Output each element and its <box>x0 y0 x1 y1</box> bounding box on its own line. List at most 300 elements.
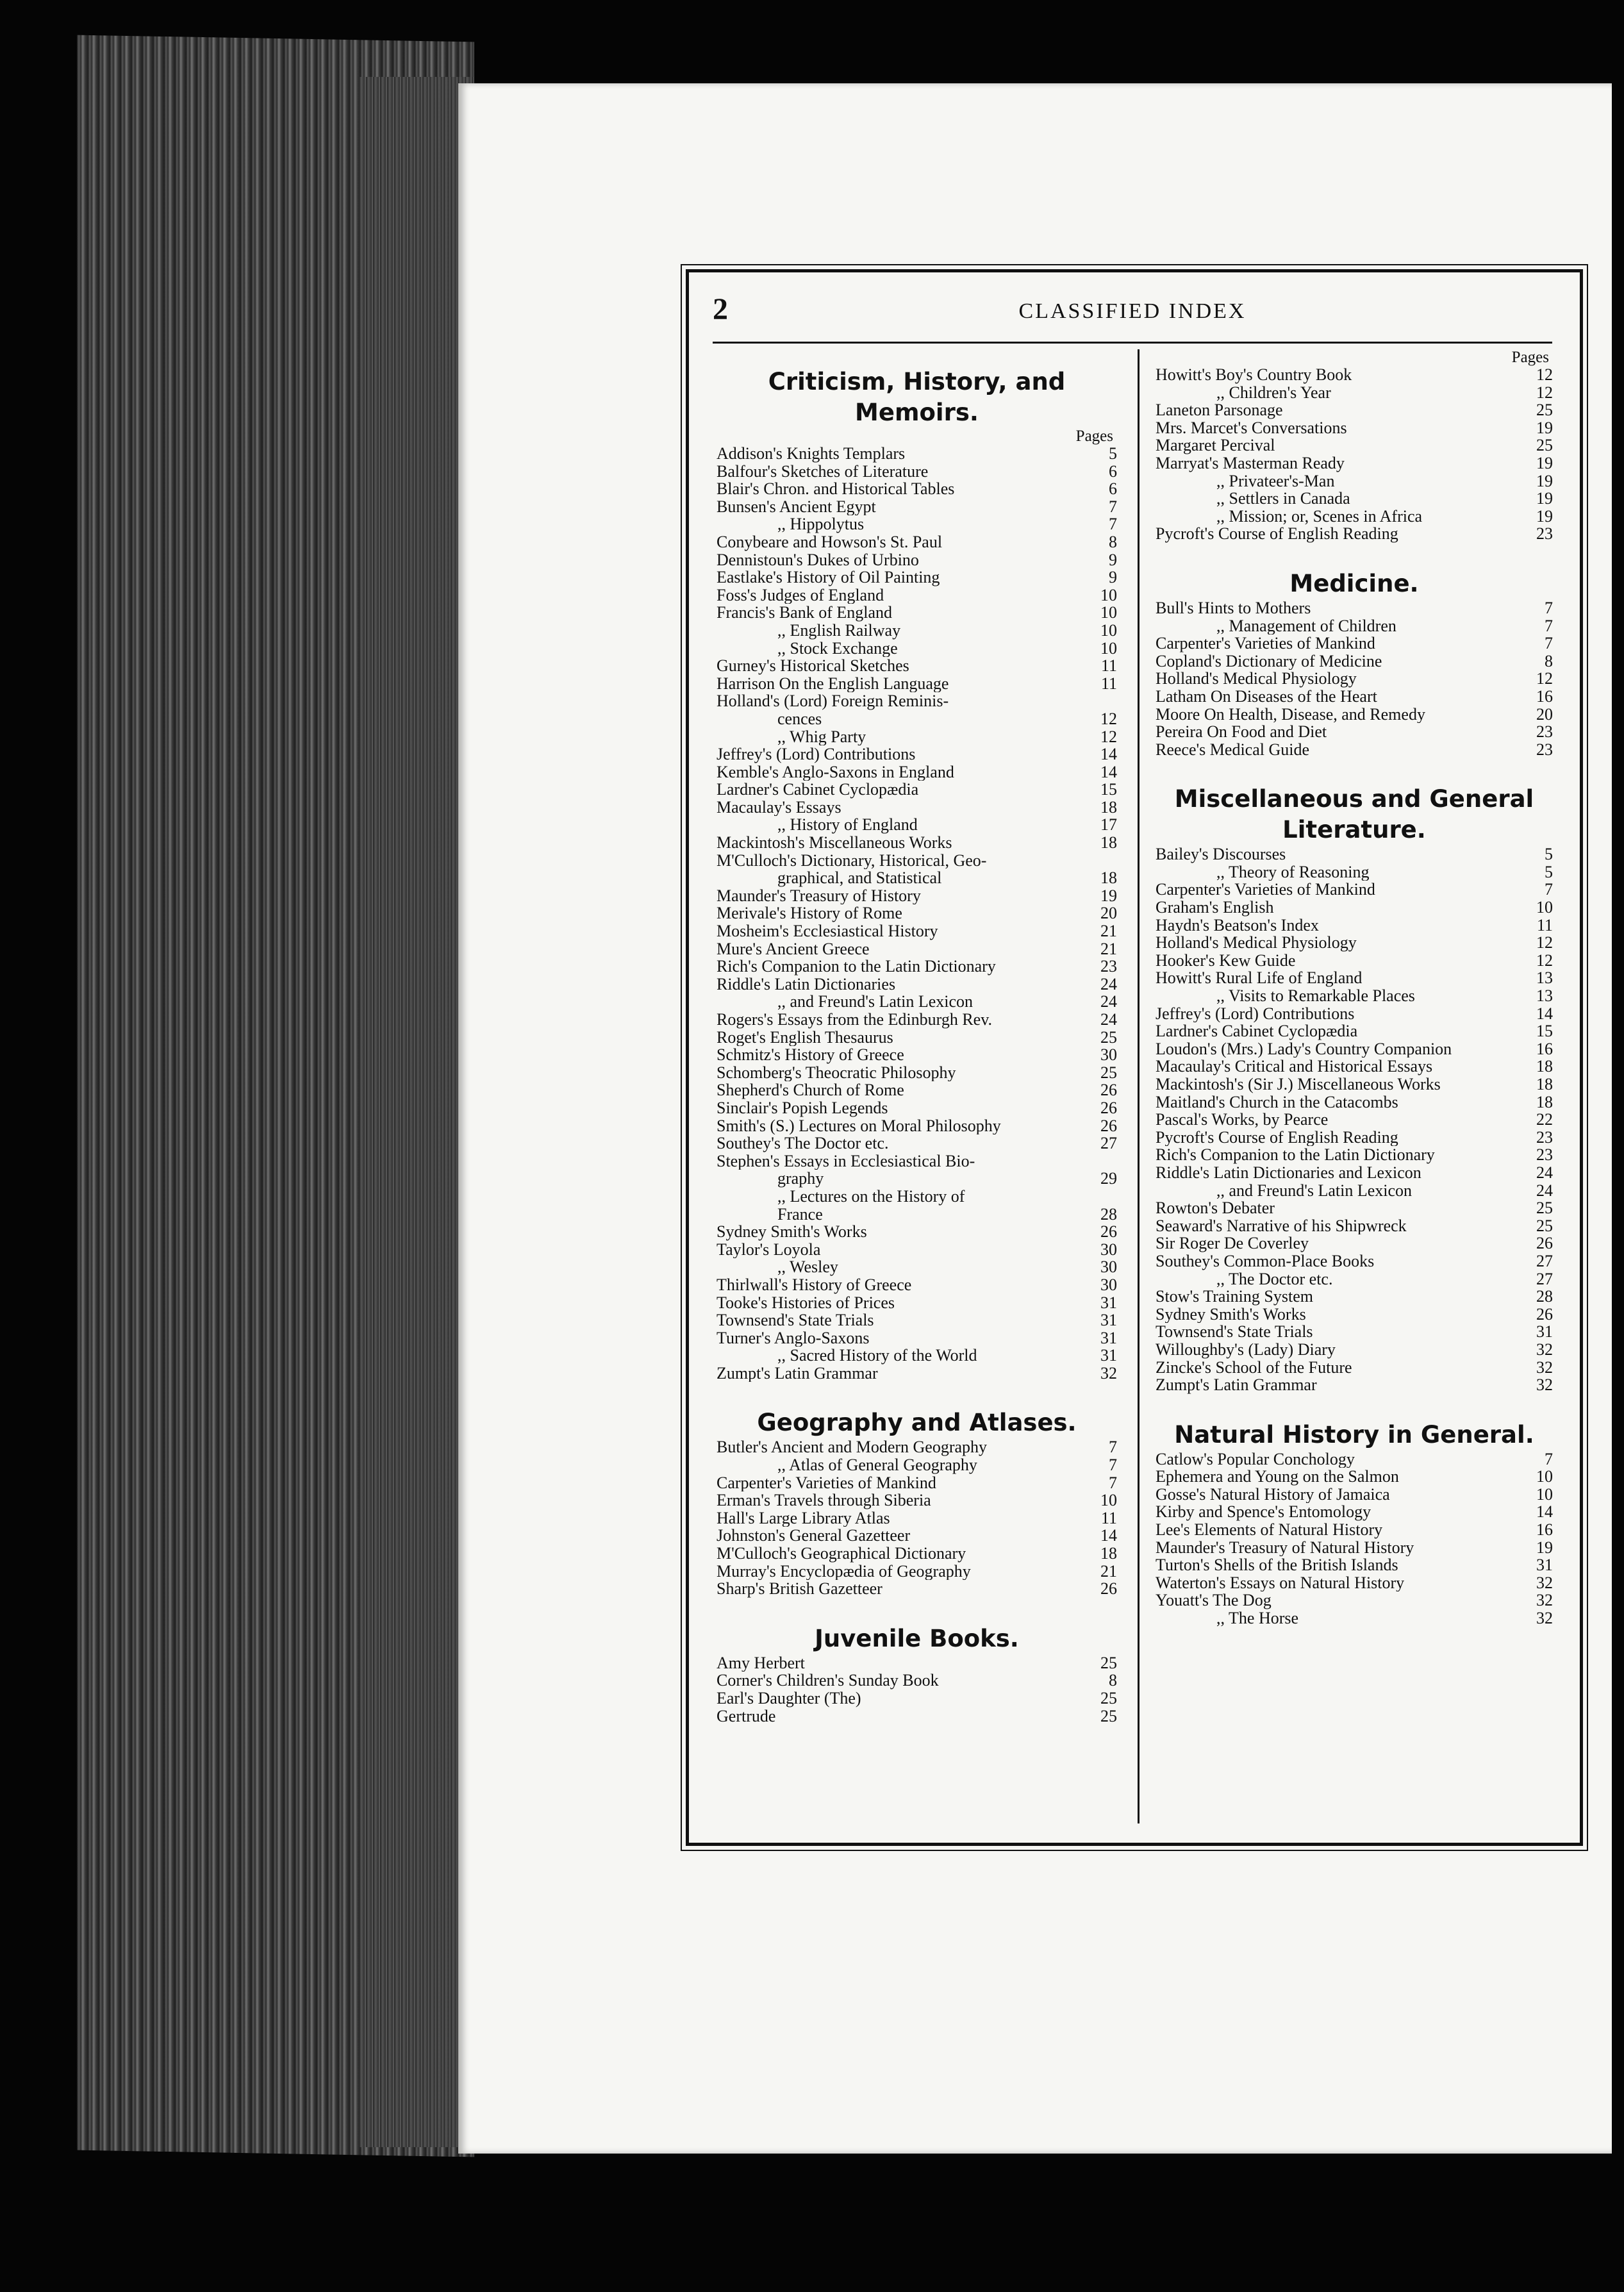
entry-title: Sharp's British Gazetteer <box>717 1580 882 1598</box>
entry-page: 12 <box>1536 669 1553 688</box>
entry-page: 11 <box>1100 1508 1117 1527</box>
page-number: 2 <box>713 292 728 326</box>
entry-page: 7 <box>1545 616 1553 635</box>
index-entry <box>1156 436 1553 454</box>
index-entry <box>717 1011 1117 1029</box>
index-entry <box>1156 1306 1553 1324</box>
entry-title: Rowton's Debater <box>1156 1199 1275 1217</box>
entry-page: 8 <box>1109 532 1117 551</box>
column-divider <box>1138 349 1139 1823</box>
index-entry <box>717 745 1117 763</box>
entry-title: ,, Settlers in Canada <box>1216 490 1350 508</box>
entry-title: ,, Whig Party <box>777 727 866 746</box>
entry-title: Townsend's State Trials <box>717 1311 874 1329</box>
index-entry <box>1156 1129 1553 1147</box>
entry-title: Kirby and Spence's Entomology <box>1156 1503 1371 1522</box>
index-entry <box>1156 987 1553 1005</box>
entry-title: Macaulay's Critical and Historical Essays <box>1156 1058 1433 1075</box>
entry-page: 9 <box>1109 568 1117 587</box>
entry-page: 30 <box>1100 1275 1117 1294</box>
index-entry <box>717 1438 1117 1456</box>
entry-page: 12 <box>1100 709 1117 728</box>
entry-title: Mrs. Marcet's Conversations <box>1156 419 1347 437</box>
index-entry <box>717 1046 1117 1064</box>
entry-page: 21 <box>1100 922 1117 941</box>
entry-page: 11 <box>1100 656 1117 676</box>
index-entry <box>1156 1252 1553 1270</box>
index-entry <box>717 799 1117 817</box>
entry-page: 18 <box>1536 1057 1553 1076</box>
entry-title: Bailey's Discourses <box>1156 845 1286 863</box>
index-entry <box>1156 1591 1553 1609</box>
entry-page: 26 <box>1100 1081 1117 1100</box>
entry-title: Willoughby's (Lady) Diary <box>1156 1340 1336 1359</box>
index-entry <box>1156 1341 1553 1359</box>
entry-title: ,, English Railway <box>777 621 901 640</box>
index-entry <box>717 1029 1117 1047</box>
index-entry <box>1156 1539 1553 1557</box>
entry-page: 14 <box>1100 745 1117 764</box>
entry-title: cences <box>777 710 822 728</box>
entry-title: Rich's Companion to the Latin Dictionary <box>717 958 996 976</box>
entry-page: 14 <box>1536 1502 1553 1522</box>
entry-title: Butler's Ancient and Modern Geography <box>717 1438 988 1457</box>
entry-page: 24 <box>1536 1163 1553 1182</box>
index-entry <box>717 1241 1117 1259</box>
entry-title: Riddle's Latin Dictionaries <box>717 975 896 993</box>
entry-page: 26 <box>1100 1579 1117 1599</box>
section-gap <box>1156 758 1553 784</box>
entry-title: Stow's Training System <box>1156 1288 1313 1306</box>
entry-page: 19 <box>1536 1538 1553 1557</box>
entry-title: Harrison On the English Language <box>717 674 949 693</box>
entry-title: Francis's Bank of England <box>717 604 893 622</box>
entry-page: 32 <box>1536 1591 1553 1610</box>
index-entry <box>717 781 1117 799</box>
entry-title: ,, Children's Year <box>1216 383 1331 402</box>
entry-title: Townsend's State Trials <box>1156 1323 1313 1341</box>
entry-page: 22 <box>1536 1110 1553 1129</box>
index-entry <box>1156 1468 1553 1486</box>
page-title: CLASSIFIED INDEX <box>1018 299 1247 323</box>
entry-page: 25 <box>1536 401 1553 420</box>
index-entry <box>1156 917 1553 934</box>
entry-title: Gosse's Natural History of Jamaica <box>1156 1485 1390 1504</box>
entry-title: ,, History of England <box>777 816 918 835</box>
entry-page: 24 <box>1100 1010 1117 1029</box>
index-entry <box>1156 1022 1553 1040</box>
entry-page: 31 <box>1100 1311 1117 1330</box>
entry-page: 8 <box>1109 1671 1117 1690</box>
entry-page: 27 <box>1536 1269 1553 1288</box>
index-entry <box>717 1672 1117 1690</box>
right-column <box>1156 349 1553 1627</box>
entry-title: ,, Sacred History of the World <box>777 1347 977 1365</box>
entry-title: Blair's Chron. and Historical Tables <box>717 480 955 498</box>
entry-title: Maitland's Church in the Catacombs <box>1156 1093 1398 1111</box>
index-entry <box>1156 472 1553 490</box>
entry-title: Copland's Dictionary of Medicine <box>1156 652 1382 670</box>
index-entry <box>1156 952 1553 970</box>
pages-header: Pages <box>1511 349 1549 366</box>
index-entry <box>1156 419 1553 437</box>
entry-page: 6 <box>1109 479 1117 499</box>
entry-page: 25 <box>1100 1063 1117 1082</box>
entry-title: Maunder's Treasury of Natural History <box>1156 1538 1414 1557</box>
index-entry <box>717 976 1117 993</box>
entry-title: Pycroft's Course of English Reading <box>1156 525 1398 543</box>
entry-page: 10 <box>1100 620 1117 640</box>
entry-title: Merivale's History of Rome <box>717 904 902 923</box>
entry-title: graphical, and Statistical <box>777 869 942 887</box>
entry-title: Bull's Hints to Mothers <box>1156 599 1311 617</box>
entry-page: 10 <box>1100 638 1117 658</box>
entry-title: Roget's English Thesaurus <box>717 1028 893 1047</box>
page-header <box>713 292 1552 333</box>
index-entry <box>1156 454 1553 472</box>
entry-title: Earl's Daughter (The) <box>717 1690 861 1707</box>
entry-page: 24 <box>1100 974 1117 993</box>
entry-page: 30 <box>1100 1045 1117 1065</box>
entry-title: Mosheim's Ecclesiastical History <box>717 922 938 940</box>
entry-title: Macaulay's Essays <box>717 798 841 817</box>
entry-page: 27 <box>1536 1251 1553 1270</box>
entry-page: 23 <box>1536 722 1553 742</box>
entry-page: 16 <box>1536 1039 1553 1058</box>
index-entry <box>717 904 1117 922</box>
index-entry <box>1156 1199 1553 1217</box>
index-entry <box>717 657 1117 675</box>
entry-title: Pereira On Food and Diet <box>1156 723 1327 741</box>
entry-page: 26 <box>1100 1098 1117 1117</box>
header-rule <box>713 342 1552 344</box>
entry-page: 7 <box>1545 1449 1553 1468</box>
index-entry <box>717 940 1117 958</box>
entry-title: Rogers's Essays from the Edinburgh Rev. <box>717 1011 993 1029</box>
entry-title: Holland's (Lord) Foreign Reminis- <box>717 692 949 710</box>
index-entry <box>717 604 1117 622</box>
entry-title: Balfour's Sketches of Literature <box>717 462 929 481</box>
entry-page: 25 <box>1100 1706 1117 1725</box>
index-entry <box>1156 635 1553 652</box>
entry-page: 25 <box>1536 1199 1553 1218</box>
index-entry <box>1156 934 1553 952</box>
entry-page: 26 <box>1100 1222 1117 1242</box>
entry-page: 6 <box>1109 461 1117 481</box>
entry-title: ,, Stock Exchange <box>777 639 898 658</box>
entry-page: 19 <box>1100 886 1117 905</box>
entry-page: 7 <box>1545 880 1553 899</box>
entry-title: Taylor's Loyola <box>717 1240 821 1259</box>
entry-title: France <box>777 1205 823 1224</box>
index-entry <box>1156 1111 1553 1129</box>
index-entry <box>717 834 1117 852</box>
index-entry <box>717 675 1117 693</box>
index-entry <box>1156 1075 1553 1093</box>
index-entry <box>1156 1217 1553 1235</box>
index-entry <box>717 887 1117 905</box>
entry-page: 20 <box>1536 704 1553 724</box>
entry-page: 12 <box>1536 933 1553 952</box>
section-title: Geography and Atlases. <box>757 1409 1077 1437</box>
entry-title: Laneton Parsonage <box>1156 401 1283 419</box>
section-gap <box>1156 543 1553 569</box>
index-entry <box>1156 969 1553 987</box>
entry-title: ,, Management of Children <box>1216 617 1396 635</box>
entry-title: ,, Visits to Remarkable Places <box>1216 987 1415 1005</box>
index-entry <box>717 1294 1117 1312</box>
index-entry <box>1156 1376 1553 1394</box>
index-entry <box>717 1347 1117 1365</box>
index-entry <box>717 1654 1117 1672</box>
entry-title: Bunsen's Ancient Egypt <box>717 497 876 516</box>
index-entry <box>1156 1609 1553 1627</box>
index-entry <box>1156 366 1553 384</box>
index-entry <box>1156 1234 1553 1252</box>
index-entry <box>717 480 1117 498</box>
entry-page: 12 <box>1536 951 1553 970</box>
entry-title: Southey's Common-Place Books <box>1156 1252 1375 1270</box>
index-entry <box>717 533 1117 551</box>
entry-title: Holland's Medical Physiology <box>1156 670 1357 688</box>
index-entry <box>717 763 1117 781</box>
entry-page: 30 <box>1100 1240 1117 1259</box>
entry-page: 7 <box>1109 1473 1117 1492</box>
entry-title: ,, The Horse <box>1216 1609 1299 1627</box>
entry-page: 23 <box>1536 740 1553 759</box>
entry-page: 5 <box>1545 862 1553 881</box>
index-entry <box>1156 1450 1553 1468</box>
entry-page: 19 <box>1536 453 1553 472</box>
pages-header: Pages <box>1075 428 1113 445</box>
index-entry <box>717 816 1117 834</box>
entry-page: 7 <box>1109 515 1117 534</box>
entry-page: 19 <box>1536 506 1553 526</box>
entry-page: 12 <box>1536 383 1553 402</box>
entry-page: 26 <box>1536 1234 1553 1253</box>
entry-title: Jeffrey's (Lord) Contributions <box>1156 1004 1355 1023</box>
entry-page: 21 <box>1100 939 1117 958</box>
entry-title: Schmitz's History of Greece <box>717 1046 904 1064</box>
index-entry <box>1156 1270 1553 1288</box>
index-entry <box>717 498 1117 516</box>
entry-title: Maunder's Treasury of History <box>717 886 921 905</box>
entry-page: 9 <box>1109 550 1117 569</box>
entry-title: Moore On Health, Disease, and Remedy <box>1156 705 1425 724</box>
entry-title: ,, Mission; or, Scenes in Africa <box>1216 507 1423 526</box>
entry-page: 31 <box>1100 1293 1117 1312</box>
entry-title: Southey's The Doctor etc. <box>717 1134 889 1152</box>
index-entry <box>1156 670 1553 688</box>
entry-page: 32 <box>1100 1363 1117 1383</box>
entry-title: Reece's Medical Guide <box>1156 740 1310 759</box>
entry-page: 14 <box>1100 762 1117 781</box>
entry-page: 10 <box>1536 1467 1553 1486</box>
entry-page: 10 <box>1100 603 1117 622</box>
index-entry <box>1156 1146 1553 1164</box>
book-spine-shadow <box>359 77 474 2147</box>
entry-title: Johnston's General Gazetteer <box>717 1527 911 1545</box>
entry-title: Ephemera and Young on the Salmon <box>1156 1468 1399 1486</box>
entry-title: Mure's Ancient Greece <box>717 940 870 958</box>
entry-page: 23 <box>1100 957 1117 976</box>
index-entry <box>717 1064 1117 1082</box>
index-entry <box>1156 706 1553 724</box>
entry-title: Carpenter's Varieties of Mankind <box>1156 635 1375 652</box>
entry-title: ,, and Freund's Latin Lexicon <box>777 993 974 1011</box>
index-entry <box>1156 1556 1553 1574</box>
index-entry <box>1156 652 1553 670</box>
index-entry <box>1156 1574 1553 1592</box>
entry-page: 5 <box>1545 845 1553 864</box>
entry-page: 13 <box>1536 968 1553 988</box>
entry-title: Smith's (S.) Lectures on Moral Philosophy <box>717 1117 1001 1135</box>
entry-title: Conybeare and Howson's St. Paul <box>717 533 943 551</box>
entry-title: ,, Wesley <box>777 1258 838 1276</box>
entry-title: graphy <box>777 1170 824 1188</box>
entry-title: Stephen's Essays in Ecclesiastical Bio- <box>717 1152 975 1170</box>
entry-page: 32 <box>1536 1573 1553 1592</box>
entry-title: Amy Herbert <box>717 1654 805 1672</box>
entry-title: Lee's Elements of Natural History <box>1156 1521 1383 1539</box>
entry-page: 18 <box>1100 868 1117 888</box>
index-entry <box>717 922 1117 940</box>
entry-page: 13 <box>1536 986 1553 1006</box>
entry-title: Mackintosh's Miscellaneous Works <box>717 834 952 852</box>
entry-page: 15 <box>1536 1022 1553 1041</box>
entry-page: 29 <box>1100 1169 1117 1188</box>
entry-page: 26 <box>1536 1304 1553 1324</box>
index-entry <box>717 1188 1117 1206</box>
index-entry <box>717 710 1117 728</box>
entry-page: 16 <box>1536 1520 1553 1540</box>
index-entry <box>1156 1093 1553 1111</box>
index-entry <box>717 1707 1117 1725</box>
entry-title: ,, Privateer's-Man <box>1216 472 1335 490</box>
entry-page: 10 <box>1100 585 1117 604</box>
index-entry <box>717 1311 1117 1329</box>
entry-page: 18 <box>1100 833 1117 852</box>
index-entry <box>717 569 1117 586</box>
index-entry <box>1156 508 1553 526</box>
entry-title: ,, and Freund's Latin Lexicon <box>1216 1181 1413 1200</box>
entry-title: Margaret Percival <box>1156 436 1275 454</box>
index-entry <box>1156 1288 1553 1306</box>
entry-title: Latham On Diseases of the Heart <box>1156 687 1377 706</box>
index-entry <box>717 852 1117 870</box>
index-entry <box>717 551 1117 569</box>
index-entry <box>717 993 1117 1011</box>
index-entry <box>1156 599 1553 617</box>
index-entry <box>717 1365 1117 1383</box>
entry-page: 5 <box>1109 444 1117 463</box>
entry-title: Zincke's School of the Future <box>1156 1358 1352 1377</box>
index-entry <box>1156 881 1553 899</box>
entry-title: Youatt's The Dog <box>1156 1591 1272 1610</box>
entry-page: 18 <box>1536 1075 1553 1093</box>
index-entry <box>1156 688 1553 706</box>
index-entry <box>1156 490 1553 508</box>
entry-title: Howitt's Rural Life of England <box>1156 969 1363 988</box>
entry-title: Kemble's Anglo-Saxons in England <box>717 763 954 781</box>
entry-page: 27 <box>1100 1134 1117 1153</box>
section-gap <box>717 1598 1117 1624</box>
entry-page: 25 <box>1100 1027 1117 1047</box>
index-entry <box>1156 1164 1553 1182</box>
index-entry <box>717 1134 1117 1152</box>
index-entry <box>717 1081 1117 1099</box>
index-entry <box>1156 384 1553 402</box>
index-entry <box>717 692 1117 710</box>
entry-page: 19 <box>1536 471 1553 490</box>
index-entry <box>1156 1182 1553 1200</box>
index-entry <box>717 463 1117 481</box>
index-entry <box>1156 845 1553 863</box>
index-entry <box>717 1329 1117 1347</box>
index-entry <box>717 1206 1117 1224</box>
entry-title: Corner's Children's Sunday Book <box>717 1672 939 1690</box>
section-title: Criticism, History, and Memoirs. <box>768 368 1066 426</box>
entry-page: 24 <box>1100 992 1117 1011</box>
index-entry <box>717 1527 1117 1545</box>
section-title: Juvenile Books. <box>815 1624 1019 1652</box>
index-entry <box>717 1509 1117 1527</box>
entry-page: 21 <box>1100 1561 1117 1581</box>
index-entry <box>717 1099 1117 1117</box>
entry-title: Hooker's Kew Guide <box>1156 951 1296 970</box>
entry-title: Turner's Anglo-Saxons <box>717 1329 870 1347</box>
index-entry <box>717 1258 1117 1276</box>
entry-page: 23 <box>1536 1145 1553 1165</box>
entry-page: 12 <box>1100 727 1117 746</box>
entry-title: Carpenter's Varieties of Mankind <box>1156 881 1375 899</box>
entry-title: Foss's Judges of England <box>717 586 884 604</box>
entry-title: Holland's Medical Physiology <box>1156 934 1357 952</box>
index-entry <box>717 1491 1117 1509</box>
entry-page: 15 <box>1100 780 1117 799</box>
entry-page: 31 <box>1536 1322 1553 1341</box>
index-entry <box>717 958 1117 976</box>
index-entry <box>1156 1005 1553 1023</box>
entry-page: 8 <box>1545 651 1553 670</box>
entry-page: 26 <box>1100 1116 1117 1135</box>
entry-title: Sir Roger De Coverley <box>1156 1234 1309 1252</box>
entry-page: 7 <box>1109 1456 1117 1475</box>
index-entry <box>717 1152 1117 1170</box>
index-entry <box>717 869 1117 887</box>
entry-title: Lardner's Cabinet Cyclopædia <box>717 781 919 799</box>
index-entry <box>717 515 1117 533</box>
entry-page: 11 <box>1536 915 1553 934</box>
entry-page: 31 <box>1100 1328 1117 1347</box>
entry-title: Turton's Shells of the British Islands <box>1156 1556 1398 1574</box>
entry-title: Eastlake's History of Oil Painting <box>717 569 940 586</box>
left-column <box>717 367 1117 1725</box>
entry-page: 10 <box>1536 1484 1553 1504</box>
entry-title: ,, Hippolytus <box>777 515 865 533</box>
section-title: Natural History in General. <box>1174 1420 1534 1449</box>
entry-title: Tooke's Histories of Prices <box>717 1293 895 1312</box>
entry-page: 25 <box>1100 1653 1117 1672</box>
index-entry <box>1156 1521 1553 1539</box>
index-entry <box>717 728 1117 746</box>
entry-page: 32 <box>1536 1358 1553 1377</box>
index-entry <box>717 1170 1117 1188</box>
index-entry <box>717 1117 1117 1135</box>
entry-title: Sinclair's Popish Legends <box>717 1099 888 1117</box>
entry-title: Erman's Travels through Siberia <box>717 1491 931 1509</box>
entry-page: 7 <box>1545 598 1553 617</box>
